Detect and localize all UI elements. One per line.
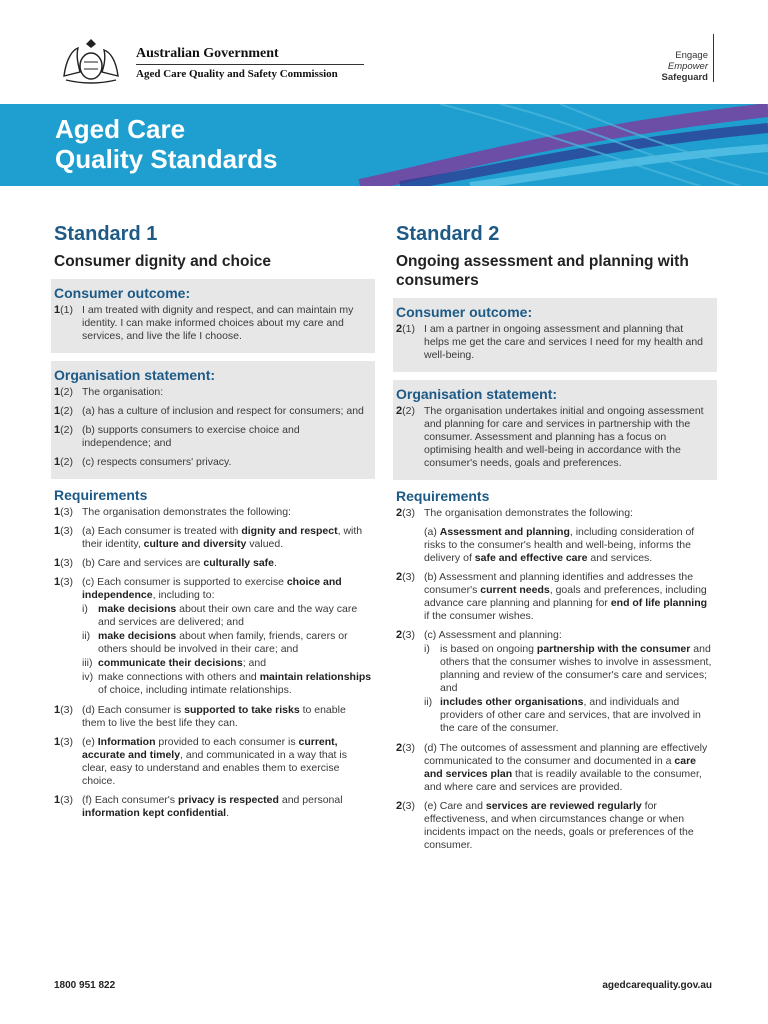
coat-of-arms-icon <box>56 36 126 84</box>
motto-engage: Engage <box>675 50 708 61</box>
org-item: 1(2) The organisation: <box>54 386 164 398</box>
requirement-a: (a) Assessment and planning, including consideration of risks to the consumer's health and well-being, informs the delivery of safe and effective care and services. <box>424 526 695 564</box>
footer-phone: 1800 951 822 <box>54 980 116 991</box>
org-item: 1(2) (a) has a culture of inclusion and respect for consumers; and <box>54 405 364 417</box>
requirement-d: 2(3) (d) The outcomes of assessment and planning are effectively communicated to the consumer and documented in a care and services plan that is readily available to the consumer, and where care and services are provided. <box>396 742 708 793</box>
motto-safeguard: Safeguard <box>661 72 708 83</box>
motto <box>662 50 708 83</box>
standard-1-subtitle: Consumer dignity and choice <box>54 253 272 270</box>
requirements-heading: Requirements <box>396 488 490 504</box>
sub-item: i) is based on ongoing partnership with the consumer and others that the consumer wishes to involve in assessment, planning and review of the consumer's care and services; and <box>424 643 712 694</box>
footer-website-link[interactable]: agedcarequality.gov.au <box>602 980 712 991</box>
requirement-c: 2(3) (c) Assessment and planning: i) is based on ongoing partnership with the consumer and others that the consumer wishes to involve in assessment, planning and review of the consumer's care and services; and ii) includes other organisations, and individuals and providers of other care and services, that are involved in the care of the consumer. <box>396 629 714 736</box>
commission-name: Aged Care Quality and Safety Commission <box>136 68 338 80</box>
government-title: Australian Government <box>136 46 279 61</box>
standard-1-title: Standard 1 <box>54 223 158 245</box>
requirement-e: 1(3) (e) Information provided to each consumer is current, accurate and timely, and communicated in a way that is clear, easy to understand and enables them to exercise choice. <box>54 736 347 787</box>
sub-item: iii) communicate their decisions; and <box>82 657 267 669</box>
sub-item: ii) includes other organisations, and individuals and providers of other care and services, that are involved in the care of the consumer. <box>424 696 701 734</box>
org-item: 2(2) The organisation undertakes initial and ongoing assessment and planning for care and services in partnership with the consumer. Assessment and planning has a focus on optimising health and well-being in accordance with the consumer's needs, goals and preferences. <box>396 405 704 469</box>
requirement-b: 1(3) (b) Care and services are culturally safe. <box>54 557 277 569</box>
requirement-intro: 2(3) The organisation demonstrates the following: <box>396 507 633 519</box>
requirement-a: 1(3) (a) Each consumer is treated with dignity and respect, with their identity, culture and diversity valued. <box>54 525 363 550</box>
requirement-c: 1(3) (c) Each consumer is supported to exercise choice and independence, including to: i) make decisions about their own care and the way care and services are delivered; and ii) make decisions about when family, friends, carers or others should be involved in their care; and iii) communicate their decisions; and iv) make connections with others and maintain relationships of choice, including intimate relationships. <box>54 576 372 696</box>
requirement-d: 1(3) (d) Each consumer is supported to take risks to enable them to live the best life they can. <box>54 704 346 729</box>
outcome-item: 1(1) I am treated with dignity and respect, and can maintain my identity. I can make informed choices about my care and services, and live the life I choose. <box>54 304 354 342</box>
standard-2-column <box>396 222 714 858</box>
requirement-e: 2(3) (e) Care and services are reviewed regularly for effectiveness, and when circumstances change or when incidents impact on the needs, goals or preferences of the consumer. <box>396 800 694 851</box>
standard-1-column <box>54 222 372 826</box>
sub-item: ii) make decisions about when family, friends, carers or others should be involved in their care; and <box>82 630 348 655</box>
standard-2-outcome-box <box>393 298 717 372</box>
header-rule <box>136 64 364 65</box>
org-statement-heading: Organisation statement: <box>396 386 558 402</box>
motto-divider <box>713 34 714 82</box>
outcome-heading: Consumer outcome: <box>54 285 191 301</box>
outcome-heading: Consumer outcome: <box>396 304 533 320</box>
org-item: 1(2) (b) supports consumers to exercise choice and independence; and <box>54 424 300 449</box>
standard-1-org-box <box>51 361 375 479</box>
motto-empower: Empower <box>667 61 708 72</box>
title-banner <box>0 104 768 186</box>
requirements-heading: Requirements <box>54 487 148 503</box>
page-title-line1: Aged Care <box>55 114 186 144</box>
page-title <box>55 114 278 174</box>
requirement-b: 2(3) (b) Assessment and planning identifies and addresses the consumer's current needs, goals and preferences, including advance care planning and planning for end of life planning if the consumer wishes. <box>396 571 708 622</box>
org-item: 1(2) (c) respects consumers' privacy. <box>54 456 232 468</box>
standard-1-outcome-box <box>51 279 375 353</box>
standard-2-title: Standard 2 <box>396 223 500 245</box>
requirement-f: 1(3) (f) Each consumer's privacy is respected and personal information kept confidential. <box>54 794 343 819</box>
standard-2-subtitle: Ongoing assessment and planning with consumers <box>396 253 689 289</box>
outcome-item: 2(1) I am a partner in ongoing assessment and planning that helps me get the care and services I need for my health and well-being. <box>396 323 703 361</box>
sub-item: iv) make connections with others and maintain relationships of choice, including intimate relationships. <box>82 671 372 696</box>
page-title-line2: Quality Standards <box>55 144 278 174</box>
sub-item: i) make decisions about their own care and the way care and services are delivered; and <box>82 603 358 628</box>
requirement-intro: 1(3) The organisation demonstrates the following: <box>54 506 291 518</box>
org-statement-heading: Organisation statement: <box>54 367 216 383</box>
standard-2-org-box <box>393 380 717 480</box>
